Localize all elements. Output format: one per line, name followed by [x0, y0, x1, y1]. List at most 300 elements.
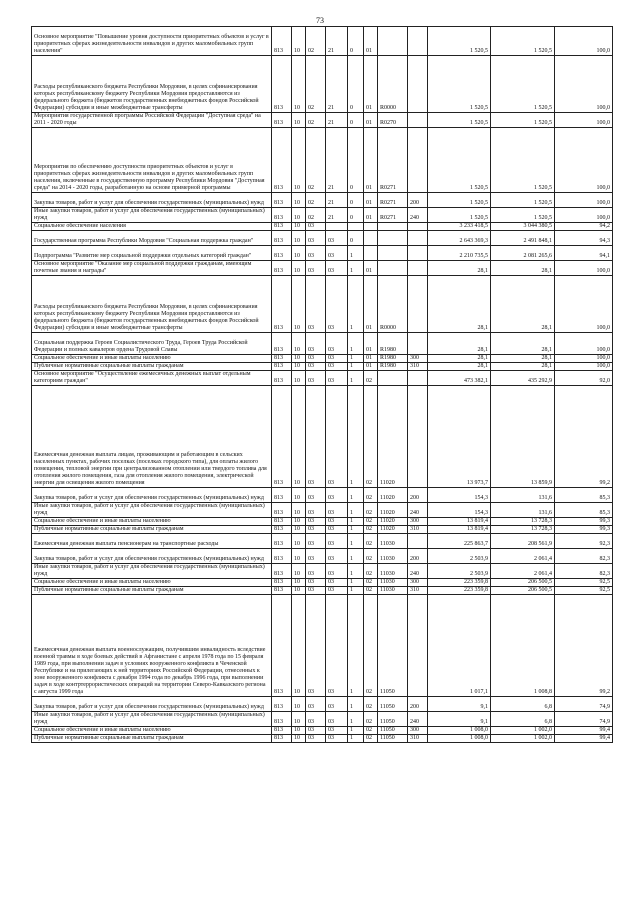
- amount-cell: 473 382,1: [428, 371, 491, 386]
- row-name-cell: Закупка товаров, работ и услуг для обеспечения государственных (муниципальных) нужд: [32, 697, 272, 712]
- code-cell: 03: [306, 261, 326, 276]
- code-cell: [348, 223, 364, 231]
- code-cell: 02: [364, 595, 378, 697]
- code-cell: 1: [348, 564, 364, 579]
- row-name-cell: Социальная поддержка Героев Социалистического Труда, Героев Труда Российской Федерации и полных кавалеров ордена Трудовой Славы: [32, 333, 272, 355]
- amount-cell: 154,3: [428, 503, 491, 518]
- row-name-cell: Социальное обеспечение и иные выплаты населению: [32, 518, 272, 526]
- code-cell: 0: [348, 113, 364, 128]
- code-cell: 02: [364, 579, 378, 587]
- code-cell: 01: [364, 208, 378, 223]
- amount-cell: 13 973,7: [428, 386, 491, 488]
- code-cell: 813: [272, 113, 292, 128]
- amount-cell: 99,4: [555, 735, 613, 743]
- code-cell: 11030: [378, 549, 408, 564]
- code-cell: [408, 246, 428, 261]
- code-cell: 0: [348, 193, 364, 208]
- code-cell: 1: [348, 595, 364, 697]
- row-name-cell: Иные закупки товаров, работ и услуг для обеспечения государственных (муниципальных) нужд: [32, 564, 272, 579]
- amount-cell: 99,4: [555, 727, 613, 735]
- code-cell: 02: [364, 712, 378, 727]
- row-name-cell: Подпрограмма "Развитие мер социальной поддержки отдельных категорий граждан": [32, 246, 272, 261]
- row-name-cell: Публичные нормативные социальные выплаты гражданам: [32, 526, 272, 534]
- amount-cell: 131,6: [491, 503, 555, 518]
- amount-cell: 13 728,3: [491, 518, 555, 526]
- code-cell: 813: [272, 697, 292, 712]
- amount-cell: 2 503,9: [428, 564, 491, 579]
- row-name-cell: Публичные нормативные социальные выплаты гражданам: [32, 735, 272, 743]
- code-cell: 11020: [378, 526, 408, 534]
- code-cell: 21: [326, 193, 348, 208]
- row-name-cell: Государственная программа Республики Мордовия "Социальная поддержка граждан": [32, 231, 272, 246]
- code-cell: 11030: [378, 579, 408, 587]
- code-cell: 310: [408, 526, 428, 534]
- code-cell: 03: [306, 712, 326, 727]
- code-cell: 813: [272, 193, 292, 208]
- amount-cell: 2 643 369,3: [428, 231, 491, 246]
- code-cell: 813: [272, 333, 292, 355]
- amount-cell: 82,3: [555, 564, 613, 579]
- code-cell: 10: [292, 246, 306, 261]
- amount-cell: 1 520,5: [428, 128, 491, 193]
- code-cell: [408, 56, 428, 113]
- amount-cell: 435 292,9: [491, 371, 555, 386]
- code-cell: 1: [348, 526, 364, 534]
- code-cell: 03: [326, 564, 348, 579]
- code-cell: 03: [326, 231, 348, 246]
- code-cell: 03: [326, 518, 348, 526]
- table-row: [32, 488, 613, 503]
- amount-cell: 2 503,9: [428, 549, 491, 564]
- code-cell: 1: [348, 727, 364, 735]
- code-cell: 11020: [378, 488, 408, 503]
- amount-cell: 85,3: [555, 488, 613, 503]
- amount-cell: 206 500,5: [491, 587, 555, 595]
- code-cell: [378, 371, 408, 386]
- code-cell: 1: [348, 503, 364, 518]
- code-cell: 02: [364, 526, 378, 534]
- amount-cell: 100,0: [555, 193, 613, 208]
- code-cell: 21: [326, 27, 348, 56]
- code-cell: 03: [306, 549, 326, 564]
- code-cell: R0271: [378, 208, 408, 223]
- code-cell: 02: [364, 587, 378, 595]
- code-cell: 10: [292, 712, 306, 727]
- code-cell: 0: [348, 231, 364, 246]
- amount-cell: 85,3: [555, 503, 613, 518]
- code-cell: R0271: [378, 193, 408, 208]
- code-cell: 03: [306, 587, 326, 595]
- amount-cell: 92,3: [555, 534, 613, 549]
- amount-cell: 206 500,5: [491, 579, 555, 587]
- code-cell: 01: [364, 193, 378, 208]
- row-name-cell: Публичные нормативные социальные выплаты гражданам: [32, 587, 272, 595]
- amount-cell: 2 081 265,6: [491, 246, 555, 261]
- code-cell: 813: [272, 363, 292, 371]
- amount-cell: 131,6: [491, 488, 555, 503]
- code-cell: 300: [408, 518, 428, 526]
- amount-cell: 74,9: [555, 712, 613, 727]
- table-row: [32, 386, 613, 488]
- code-cell: 02: [306, 193, 326, 208]
- code-cell: 1: [348, 587, 364, 595]
- amount-cell: 1 520,5: [491, 193, 555, 208]
- amount-cell: 94,1: [555, 246, 613, 261]
- code-cell: 03: [326, 697, 348, 712]
- code-cell: 10: [292, 27, 306, 56]
- code-cell: 300: [408, 579, 428, 587]
- code-cell: 03: [326, 727, 348, 735]
- code-cell: 813: [272, 128, 292, 193]
- code-cell: R0000: [378, 56, 408, 113]
- code-cell: 03: [326, 735, 348, 743]
- table-row: [32, 595, 613, 697]
- code-cell: [408, 231, 428, 246]
- table-row: [32, 246, 613, 261]
- code-cell: 02: [306, 27, 326, 56]
- amount-cell: 2 491 848,1: [491, 231, 555, 246]
- code-cell: 03: [326, 595, 348, 697]
- code-cell: 02: [364, 735, 378, 743]
- amount-cell: 9,1: [428, 712, 491, 727]
- amount-cell: 3 233 418,5: [428, 223, 491, 231]
- code-cell: 813: [272, 246, 292, 261]
- code-cell: 1: [348, 363, 364, 371]
- amount-cell: 223 359,8: [428, 579, 491, 587]
- code-cell: 1: [348, 712, 364, 727]
- code-cell: [408, 371, 428, 386]
- code-cell: 03: [306, 735, 326, 743]
- code-cell: 813: [272, 231, 292, 246]
- code-cell: 03: [306, 333, 326, 355]
- code-cell: 10: [292, 526, 306, 534]
- table-row: [32, 128, 613, 193]
- code-cell: 03: [306, 595, 326, 697]
- code-cell: [326, 223, 348, 231]
- code-cell: 11050: [378, 712, 408, 727]
- code-cell: R1980: [378, 363, 408, 371]
- code-cell: 1: [348, 333, 364, 355]
- code-cell: 03: [326, 579, 348, 587]
- code-cell: 200: [408, 488, 428, 503]
- code-cell: [364, 246, 378, 261]
- code-cell: [408, 595, 428, 697]
- amount-cell: 94,3: [555, 231, 613, 246]
- code-cell: 10: [292, 518, 306, 526]
- code-cell: 11030: [378, 587, 408, 595]
- code-cell: 03: [326, 261, 348, 276]
- code-cell: 10: [292, 208, 306, 223]
- code-cell: 02: [364, 488, 378, 503]
- amount-cell: 92,5: [555, 587, 613, 595]
- code-cell: 813: [272, 503, 292, 518]
- amount-cell: 92,0: [555, 371, 613, 386]
- row-name-cell: Закупка товаров, работ и услуг для обеспечения государственных (муниципальных) нужд: [32, 488, 272, 503]
- code-cell: R0271: [378, 128, 408, 193]
- row-name-cell: Ежемесячная денежная выплата пенсионерам на транспортные расходы: [32, 534, 272, 549]
- code-cell: [378, 223, 408, 231]
- code-cell: 02: [364, 549, 378, 564]
- code-cell: 01: [364, 27, 378, 56]
- amount-cell: 1 002,0: [491, 735, 555, 743]
- code-cell: 10: [292, 727, 306, 735]
- code-cell: 813: [272, 355, 292, 363]
- code-cell: 03: [306, 231, 326, 246]
- amount-cell: 1 520,5: [491, 113, 555, 128]
- code-cell: 1: [348, 735, 364, 743]
- page-number: 73: [316, 16, 324, 25]
- code-cell: 03: [306, 363, 326, 371]
- row-name-cell: Социальное обеспечение населения: [32, 223, 272, 231]
- code-cell: 813: [272, 371, 292, 386]
- code-cell: 0: [348, 27, 364, 56]
- code-cell: 03: [326, 549, 348, 564]
- amount-cell: 28,1: [428, 355, 491, 363]
- code-cell: 813: [272, 386, 292, 488]
- code-cell: [408, 113, 428, 128]
- amount-cell: 13 819,4: [428, 518, 491, 526]
- amount-cell: 28,1: [491, 363, 555, 371]
- code-cell: 10: [292, 261, 306, 276]
- code-cell: 10: [292, 697, 306, 712]
- amount-cell: 1 520,5: [491, 128, 555, 193]
- code-cell: 1: [348, 579, 364, 587]
- amount-cell: 100,0: [555, 363, 613, 371]
- code-cell: 1: [348, 355, 364, 363]
- amount-cell: 99,3: [555, 518, 613, 526]
- code-cell: 03: [326, 276, 348, 333]
- amount-cell: 92,5: [555, 579, 613, 587]
- row-name-cell: Мероприятия государственной программы Российской Федерации "Доступная среда" на 2011 - 2020 годы: [32, 113, 272, 128]
- amount-cell: 3 044 380,5: [491, 223, 555, 231]
- table-row: [32, 697, 613, 712]
- amount-cell: 1 017,1: [428, 595, 491, 697]
- code-cell: 11050: [378, 595, 408, 697]
- table-row: [32, 355, 613, 363]
- code-cell: 03: [306, 246, 326, 261]
- code-cell: 813: [272, 208, 292, 223]
- table-row: [32, 231, 613, 246]
- code-cell: 11020: [378, 503, 408, 518]
- amount-cell: 100,0: [555, 208, 613, 223]
- code-cell: 21: [326, 208, 348, 223]
- amount-cell: 1 008,0: [428, 735, 491, 743]
- code-cell: 10: [292, 386, 306, 488]
- code-cell: 1: [348, 518, 364, 526]
- code-cell: R0000: [378, 276, 408, 333]
- row-name-cell: Иные закупки товаров, работ и услуг для обеспечения государственных (муниципальных) нужд: [32, 208, 272, 223]
- code-cell: 01: [364, 128, 378, 193]
- code-cell: 03: [326, 363, 348, 371]
- code-cell: 11020: [378, 386, 408, 488]
- code-cell: 01: [364, 355, 378, 363]
- code-cell: 03: [326, 712, 348, 727]
- table-row: [32, 534, 613, 549]
- code-cell: 1: [348, 261, 364, 276]
- code-cell: 200: [408, 697, 428, 712]
- code-cell: 310: [408, 735, 428, 743]
- code-cell: 03: [306, 355, 326, 363]
- code-cell: 1: [348, 371, 364, 386]
- table-row: [32, 712, 613, 727]
- amount-cell: 13 859,9: [491, 386, 555, 488]
- amount-cell: 28,1: [428, 276, 491, 333]
- amount-cell: 208 561,9: [491, 534, 555, 549]
- table-row: [32, 208, 613, 223]
- amount-cell: 225 863,7: [428, 534, 491, 549]
- code-cell: 11020: [378, 518, 408, 526]
- code-cell: 0: [348, 128, 364, 193]
- code-cell: 240: [408, 208, 428, 223]
- code-cell: 03: [306, 518, 326, 526]
- code-cell: 1: [348, 549, 364, 564]
- table-row: [32, 735, 613, 743]
- code-cell: 03: [326, 534, 348, 549]
- code-cell: 03: [326, 355, 348, 363]
- code-cell: 813: [272, 727, 292, 735]
- code-cell: 10: [292, 193, 306, 208]
- amount-cell: 94,2: [555, 223, 613, 231]
- code-cell: [364, 223, 378, 231]
- amount-cell: 100,0: [555, 333, 613, 355]
- code-cell: [408, 333, 428, 355]
- code-cell: 02: [364, 534, 378, 549]
- amount-cell: 100,0: [555, 261, 613, 276]
- code-cell: 21: [326, 56, 348, 113]
- code-cell: 10: [292, 587, 306, 595]
- amount-cell: 28,1: [491, 355, 555, 363]
- table-row: [32, 579, 613, 587]
- code-cell: 02: [364, 564, 378, 579]
- code-cell: 10: [292, 128, 306, 193]
- code-cell: [364, 231, 378, 246]
- code-cell: 02: [306, 56, 326, 113]
- code-cell: [378, 261, 408, 276]
- code-cell: 03: [326, 526, 348, 534]
- code-cell: 10: [292, 503, 306, 518]
- table-row: [32, 587, 613, 595]
- amount-cell: 100,0: [555, 113, 613, 128]
- code-cell: 310: [408, 587, 428, 595]
- code-cell: 02: [364, 518, 378, 526]
- code-cell: [408, 386, 428, 488]
- amount-cell: 13 728,3: [491, 526, 555, 534]
- code-cell: 813: [272, 27, 292, 56]
- code-cell: 813: [272, 276, 292, 333]
- code-cell: 10: [292, 223, 306, 231]
- amount-cell: 1 008,8: [491, 595, 555, 697]
- row-name-cell: Основное мероприятие "Осуществление ежемесячных денежных выплат отдельным категориям граждан": [32, 371, 272, 386]
- code-cell: 10: [292, 113, 306, 128]
- code-cell: 11050: [378, 697, 408, 712]
- code-cell: 813: [272, 587, 292, 595]
- table-row: [32, 113, 613, 128]
- amount-cell: 82,3: [555, 549, 613, 564]
- code-cell: 813: [272, 223, 292, 231]
- code-cell: [378, 246, 408, 261]
- code-cell: 1: [348, 697, 364, 712]
- amount-cell: 6,8: [491, 697, 555, 712]
- amount-cell: 1 520,5: [428, 113, 491, 128]
- code-cell: 02: [364, 371, 378, 386]
- code-cell: 10: [292, 231, 306, 246]
- code-cell: 02: [364, 503, 378, 518]
- table-row: [32, 518, 613, 526]
- amount-cell: 154,3: [428, 488, 491, 503]
- code-cell: [408, 27, 428, 56]
- row-name-cell: Иные закупки товаров, работ и услуг для обеспечения государственных (муниципальных) нужд: [32, 503, 272, 518]
- row-name-cell: Социальное обеспечение и иные выплаты населению: [32, 727, 272, 735]
- amount-cell: 1 002,0: [491, 727, 555, 735]
- table-row: [32, 261, 613, 276]
- code-cell: 0: [348, 56, 364, 113]
- row-name-cell: Публичные нормативные социальные выплаты гражданам: [32, 363, 272, 371]
- row-name-cell: Мероприятия по обеспечению доступности приоритетных объектов и услуг в приоритетных сферах жизнедеятельности инвалидов и других маломобильных групп населения, включенные в государственную программу Республики Мордовия "Доступная среда" на 2014 - 2020 годы, разработанную на основе примерной программы: [32, 128, 272, 193]
- amount-cell: 1 520,5: [491, 208, 555, 223]
- code-cell: 03: [306, 223, 326, 231]
- code-cell: 300: [408, 727, 428, 735]
- amount-cell: 1 520,5: [491, 27, 555, 56]
- code-cell: 21: [326, 128, 348, 193]
- code-cell: [408, 128, 428, 193]
- code-cell: 10: [292, 534, 306, 549]
- amount-cell: 100,0: [555, 27, 613, 56]
- code-cell: 02: [364, 697, 378, 712]
- amount-cell: 1 520,5: [428, 193, 491, 208]
- amount-cell: 100,0: [555, 56, 613, 113]
- table-row: [32, 371, 613, 386]
- amount-cell: 1 520,5: [428, 56, 491, 113]
- row-name-cell: Ежемесячная денежная выплата лицам, проживающим и работающим в сельских населенных пунктах, рабочих поселках (поселках городского типа), для оплаты жилого помещения, тепловой энергии при централизованном отоплении или твердого топлива для отопления жилого помещения, газа для отопления жилого помещения, электрической энергии для освещения жилого помещения: [32, 386, 272, 488]
- code-cell: 01: [364, 333, 378, 355]
- code-cell: [408, 276, 428, 333]
- amount-cell: 99,2: [555, 595, 613, 697]
- table-row: [32, 333, 613, 355]
- amount-cell: 9,1: [428, 697, 491, 712]
- code-cell: 10: [292, 56, 306, 113]
- row-name-cell: Основное мероприятие "Повышение уровня доступности приоритетных объектов и услуг в приоритетных сферах жизнедеятельности инвалидов и других маломобильных групп населения": [32, 27, 272, 56]
- code-cell: 01: [364, 56, 378, 113]
- amount-cell: 28,1: [428, 363, 491, 371]
- amount-cell: 100,0: [555, 128, 613, 193]
- code-cell: 200: [408, 193, 428, 208]
- code-cell: 813: [272, 518, 292, 526]
- amount-cell: 28,1: [428, 333, 491, 355]
- code-cell: 1: [348, 246, 364, 261]
- code-cell: [378, 27, 408, 56]
- code-cell: 813: [272, 534, 292, 549]
- code-cell: R1980: [378, 355, 408, 363]
- amount-cell: 1 520,5: [491, 56, 555, 113]
- row-name-cell: Социальное обеспечение и иные выплаты населению: [32, 355, 272, 363]
- code-cell: 02: [306, 128, 326, 193]
- code-cell: 10: [292, 595, 306, 697]
- budget-table: [31, 26, 613, 743]
- amount-cell: 100,0: [555, 355, 613, 363]
- code-cell: 300: [408, 355, 428, 363]
- code-cell: 813: [272, 488, 292, 503]
- code-cell: 03: [326, 371, 348, 386]
- row-name-cell: Социальное обеспечение и иные выплаты населению: [32, 579, 272, 587]
- code-cell: 10: [292, 355, 306, 363]
- code-cell: 03: [326, 386, 348, 488]
- amount-cell: 1 520,5: [428, 27, 491, 56]
- code-cell: 02: [306, 208, 326, 223]
- code-cell: [408, 223, 428, 231]
- code-cell: 813: [272, 564, 292, 579]
- code-cell: 03: [306, 526, 326, 534]
- code-cell: 813: [272, 549, 292, 564]
